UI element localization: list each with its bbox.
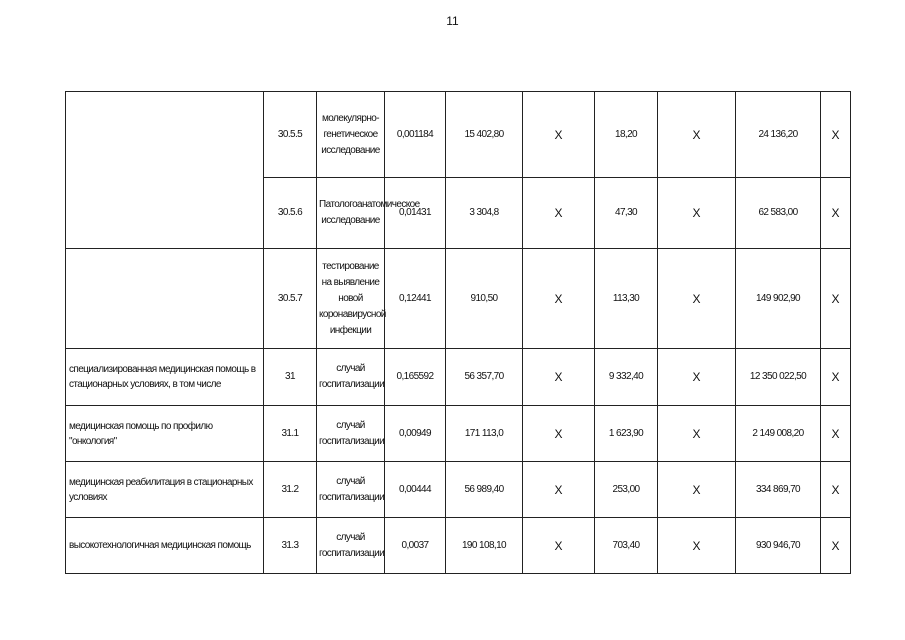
row-value-cell: 253,00 <box>595 462 658 518</box>
row-mark-cell: Х <box>658 92 736 178</box>
row-mark-cell: Х <box>658 462 736 518</box>
row-mark-cell: Х <box>523 462 595 518</box>
row-norm-cell: 0,0037 <box>385 518 446 574</box>
row-mark-cell: Х <box>658 518 736 574</box>
row-code-cell: 30.5.6 <box>264 178 317 249</box>
row-mark-cell: Х <box>821 406 851 462</box>
row-cost-cell: 56 357,70 <box>446 349 523 406</box>
row-value-cell: 47,30 <box>595 178 658 249</box>
row-name-cell: медицинская помощь по профилю "онкология" <box>66 406 264 462</box>
row-norm-cell: 0,165592 <box>385 349 446 406</box>
row-cost-cell: 171 113,0 <box>446 406 523 462</box>
row-unit-cell: тестирование на выявление новой коронавирусной инфекции <box>317 249 385 349</box>
row-cost-cell: 190 108,10 <box>446 518 523 574</box>
row-mark-cell: Х <box>821 518 851 574</box>
row-mark-cell: Х <box>523 349 595 406</box>
table-row <box>66 92 851 178</box>
row-mark-cell: Х <box>821 349 851 406</box>
row-code-cell: 30.5.7 <box>264 249 317 349</box>
row-mark-cell: Х <box>658 178 736 249</box>
row-name-cell: специализированная медицинская помощь в стационарных условиях, в том числе <box>66 349 264 406</box>
row-value-cell: 703,40 <box>595 518 658 574</box>
table-row <box>66 349 851 406</box>
page-number: 11 <box>446 14 459 28</box>
row-mark-cell: Х <box>523 518 595 574</box>
row-mark-cell: Х <box>821 178 851 249</box>
row-norm-cell: 0,00444 <box>385 462 446 518</box>
row-unit-cell: случай госпитализации <box>317 518 385 574</box>
data-table <box>65 91 851 574</box>
row-mark-cell: Х <box>523 406 595 462</box>
row-unit-cell: случай госпитализации <box>317 462 385 518</box>
table-row <box>66 249 851 349</box>
row-mark-cell: Х <box>523 249 595 349</box>
row-norm-cell: 0,001184 <box>385 92 446 178</box>
row-value-cell: 1 623,90 <box>595 406 658 462</box>
row-cost-cell: 3 304,8 <box>446 178 523 249</box>
row-code-cell: 30.5.5 <box>264 92 317 178</box>
row-name-cell <box>66 249 264 349</box>
row-mark-cell: Х <box>658 406 736 462</box>
row-mark-cell: Х <box>821 462 851 518</box>
row-unit-cell: случай госпитализации <box>317 406 385 462</box>
row-norm-cell: 0,00949 <box>385 406 446 462</box>
row-unit-cell: Патологоанатомическое исследование <box>317 178 385 249</box>
row-sum-cell: 930 946,70 <box>736 518 821 574</box>
row-cost-cell: 15 402,80 <box>446 92 523 178</box>
row-mark-cell: Х <box>523 92 595 178</box>
row-unit-cell: случай госпитализации <box>317 349 385 406</box>
row-mark-cell: Х <box>658 349 736 406</box>
table-row <box>66 518 851 574</box>
row-cost-cell: 910,50 <box>446 249 523 349</box>
row-mark-cell: Х <box>658 249 736 349</box>
row-mark-cell: Х <box>821 92 851 178</box>
row-code-cell: 31.2 <box>264 462 317 518</box>
row-name-cell: медицинская реабилитация в стационарных условиях <box>66 462 264 518</box>
row-name-cell <box>66 92 264 249</box>
row-code-cell: 31.3 <box>264 518 317 574</box>
row-code-cell: 31 <box>264 349 317 406</box>
row-norm-cell: 0,01431 <box>385 178 446 249</box>
row-sum-cell: 149 902,90 <box>736 249 821 349</box>
row-mark-cell: Х <box>821 249 851 349</box>
row-mark-cell: Х <box>523 178 595 249</box>
row-sum-cell: 2 149 008,20 <box>736 406 821 462</box>
row-sum-cell: 12 350 022,50 <box>736 349 821 406</box>
row-unit-cell: молекулярно-генетическое исследование <box>317 92 385 178</box>
row-value-cell: 18,20 <box>595 92 658 178</box>
row-code-cell: 31.1 <box>264 406 317 462</box>
table-row <box>66 462 851 518</box>
row-cost-cell: 56 989,40 <box>446 462 523 518</box>
row-sum-cell: 24 136,20 <box>736 92 821 178</box>
row-norm-cell: 0,12441 <box>385 249 446 349</box>
row-value-cell: 113,30 <box>595 249 658 349</box>
row-name-cell: высокотехнологичная медицинская помощь <box>66 518 264 574</box>
table-row <box>66 406 851 462</box>
row-sum-cell: 334 869,70 <box>736 462 821 518</box>
row-sum-cell: 62 583,00 <box>736 178 821 249</box>
row-value-cell: 9 332,40 <box>595 349 658 406</box>
